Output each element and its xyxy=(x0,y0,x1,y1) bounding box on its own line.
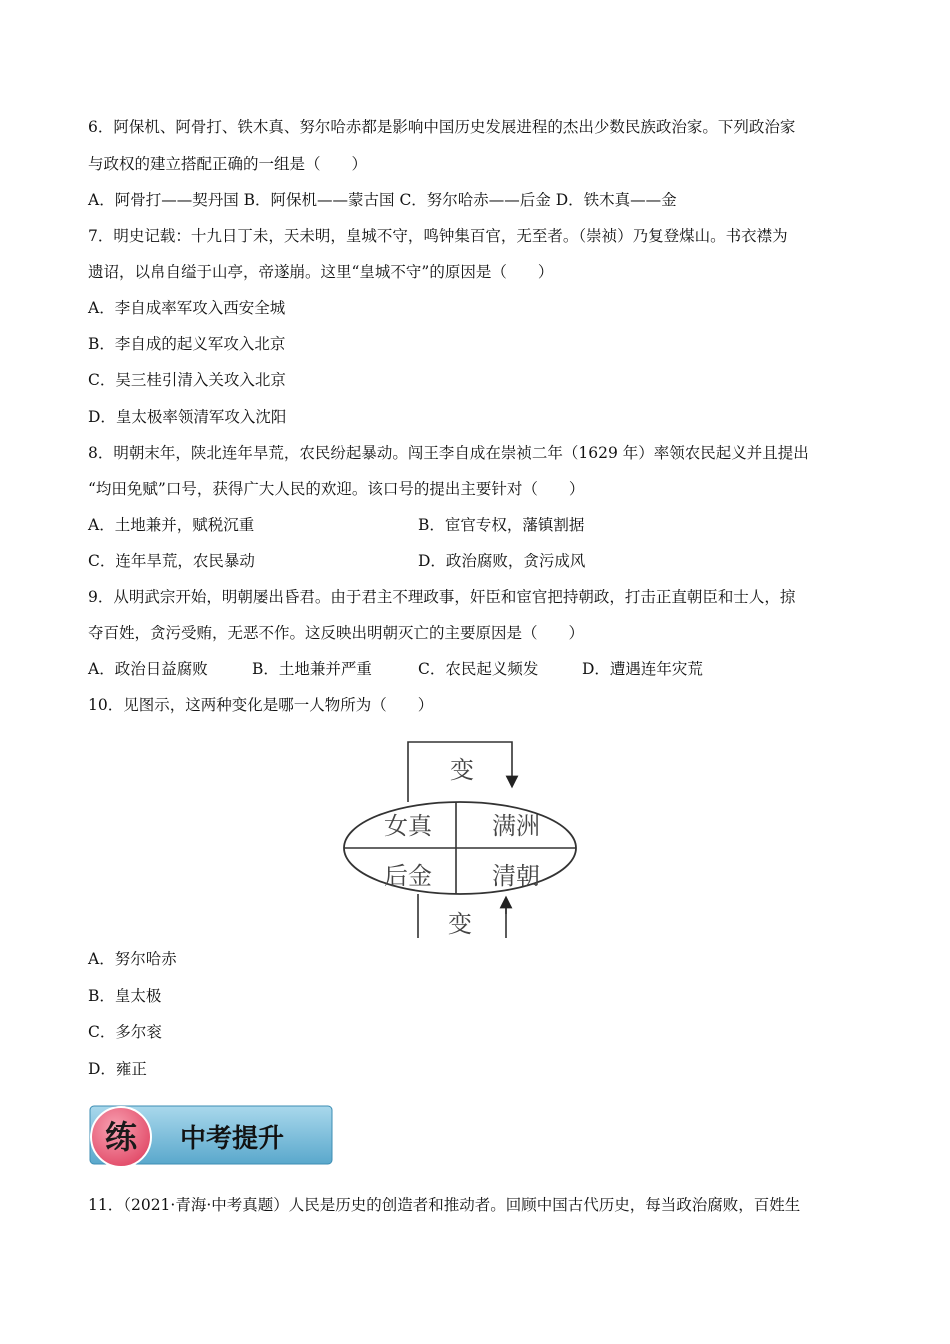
q7-option-d: D．皇太极率领清军攻入沈阳 xyxy=(88,408,287,426)
q7-option-a: A．李自成率军攻入西安全城 xyxy=(88,299,286,317)
q10-option-d: D．雍正 xyxy=(88,1060,147,1078)
q9-option-b: B．土地兼并严重 xyxy=(252,660,372,678)
banner-title: 中考提升 xyxy=(180,1124,285,1154)
q11-stem-line1: 11．（2021·青海·中考真题）人民是历史的创造者和推动者。回顾中国古代历史，每当政治腐败，百姓生 xyxy=(88,1196,801,1214)
q9-option-c: C．农民起义频发 xyxy=(418,660,539,678)
q6-stem-line2: 与政权的建立搭配正确的一组是（ ） xyxy=(88,155,368,173)
q9-stem-line2: 夺百姓，贪污受贿，无恶不作。这反映出明朝灭亡的主要原因是（ ） xyxy=(88,624,585,642)
banner-badge-text: 练 xyxy=(104,1118,138,1156)
section-banner xyxy=(88,1102,336,1168)
cell-manzhou: 满洲 xyxy=(492,812,540,840)
cell-houjin: 后金 xyxy=(384,862,432,890)
q9-option-a: A．政治日益腐败 xyxy=(88,660,208,678)
q10-diagram xyxy=(340,738,584,938)
cell-qingchao: 清朝 xyxy=(492,862,540,890)
q8-stem-line1: 8．明朝末年，陕北连年旱荒，农民纷起暴动。闯王李自成在崇祯二年（1629 年）率领农民起义并且提出 xyxy=(88,444,809,462)
q7-stem-line2: 遗诏，以帛自缢于山亭，帝遂崩。这里“皇城不守”的原因是（ ） xyxy=(88,263,554,281)
bottom-change-label: 变 xyxy=(448,910,472,938)
q10-option-b: B．皇太极 xyxy=(88,987,162,1005)
q8-option-c: C．连年旱荒，农民暴动 xyxy=(88,552,255,570)
q8-option-a: A．土地兼并，赋税沉重 xyxy=(88,516,255,534)
q8-option-d: D．政治腐败，贪污成风 xyxy=(418,552,586,570)
q7-option-c: C．吴三桂引清入关攻入北京 xyxy=(88,371,286,389)
q9-stem-line1: 9．从明武宗开始，明朝屡出昏君。由于君主不理政事，奸臣和宦官把持朝政，打击正直朝臣和士人，掠 xyxy=(88,588,796,606)
q8-option-b: B．宦官专权，藩镇割据 xyxy=(418,516,585,534)
q6-options: A．阿骨打——契丹国 B．阿保机——蒙古国 C．努尔哈赤——后金 D．铁木真——金 xyxy=(88,191,677,209)
cell-nvzhen: 女真 xyxy=(384,812,432,840)
top-change-label: 变 xyxy=(450,756,474,784)
q8-stem-line2: “均田免赋”口号，获得广大人民的欢迎。该口号的提出主要针对（ ） xyxy=(88,480,585,498)
q7-stem-line1: 7．明史记载：十九日丁未，天未明，皇城不守，鸣钟集百官，无至者。（崇祯）乃复登煤山。书衣襟为 xyxy=(88,227,788,245)
q10-stem: 10．见图示，这两种变化是哪一人物所为（ ） xyxy=(88,696,434,714)
q10-option-c: C．多尔衮 xyxy=(88,1023,162,1041)
q6-stem-line1: 6．阿保机、阿骨打、铁木真、努尔哈赤都是影响中国历史发展进程的杰出少数民族政治家。下列政治家 xyxy=(88,118,796,136)
q7-option-b: B．李自成的起义军攻入北京 xyxy=(88,335,286,353)
q9-option-d: D．遭遇连年灾荒 xyxy=(582,660,703,678)
q10-option-a: A．努尔哈赤 xyxy=(88,950,177,968)
